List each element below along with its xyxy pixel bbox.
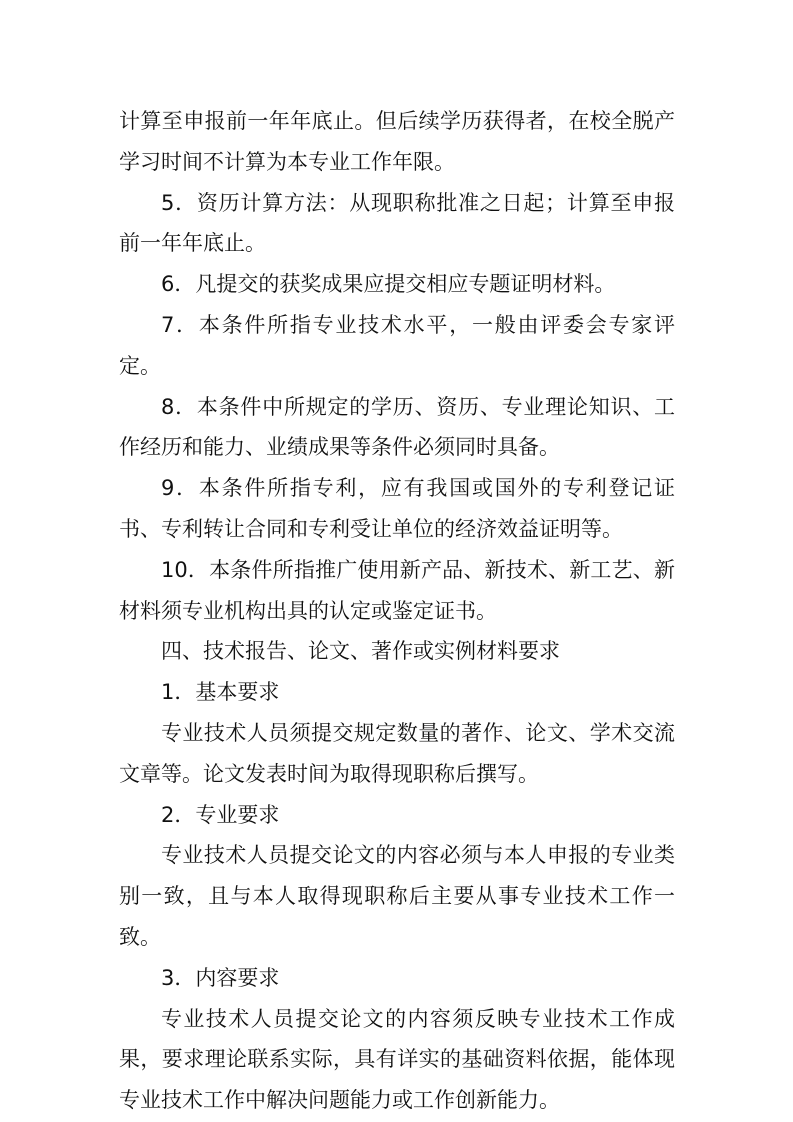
paragraph-basic-requirements: 专业技术人员须提交规定数量的著作、论文、学术交流文章等。论文发表时间为取得现职称后撰写。 xyxy=(119,720,675,786)
paragraph-continuation: 计算至申报前一年年底止。但后续学历获得者，在校全脱产学习时间不计算为本专业工作年限。 xyxy=(119,109,675,174)
paragraph-item-10: 10．本条件所指推广使用新产品、新技术、新工艺、新材料须专业机构出具的认定或鉴定证书。 xyxy=(119,557,675,623)
subheading-content-requirements: 3．内容要求 xyxy=(161,965,280,990)
subheading-professional-requirements: 2．专业要求 xyxy=(161,802,280,827)
paragraph-item-9: 9．本条件所指专利，应有我国或国外的专利登记证书、专利转让合同和专利受让单位的经济效益证明等。 xyxy=(119,476,675,541)
paragraph-item-5: 5．资历计算方法：从现职称批准之日起；计算至申报前一年年底止。 xyxy=(119,190,675,256)
paragraph-item-6: 6．凡提交的获奖成果应提交相应专题证明材料。 xyxy=(161,272,616,297)
paragraph-professional-requirements: 专业技术人员提交论文的内容必须与本人申报的专业类别一致，且与本人取得现职称后主要从事专业技术工作一致。 xyxy=(119,843,675,949)
paragraph-content-requirements: 专业技术人员提交论文的内容须反映专业技术工作成果，要求理论联系实际，具有详实的基础资料依据，能体现专业技术工作中解决问题能力或工作创新能力。 xyxy=(119,1006,675,1113)
document-body xyxy=(119,101,675,1121)
paragraph-item-7: 7．本条件所指专业技术水平，一般由评委会专家评定。 xyxy=(119,312,675,378)
section-heading-4: 四、技术报告、论文、著作或实例材料要求 xyxy=(161,639,560,664)
paragraph-item-8: 8．本条件中所规定的学历、资历、专业理论知识、工作经历和能力、业绩成果等条件必须同时具备。 xyxy=(119,394,675,460)
subheading-basic-requirements: 1．基本要求 xyxy=(161,680,280,705)
